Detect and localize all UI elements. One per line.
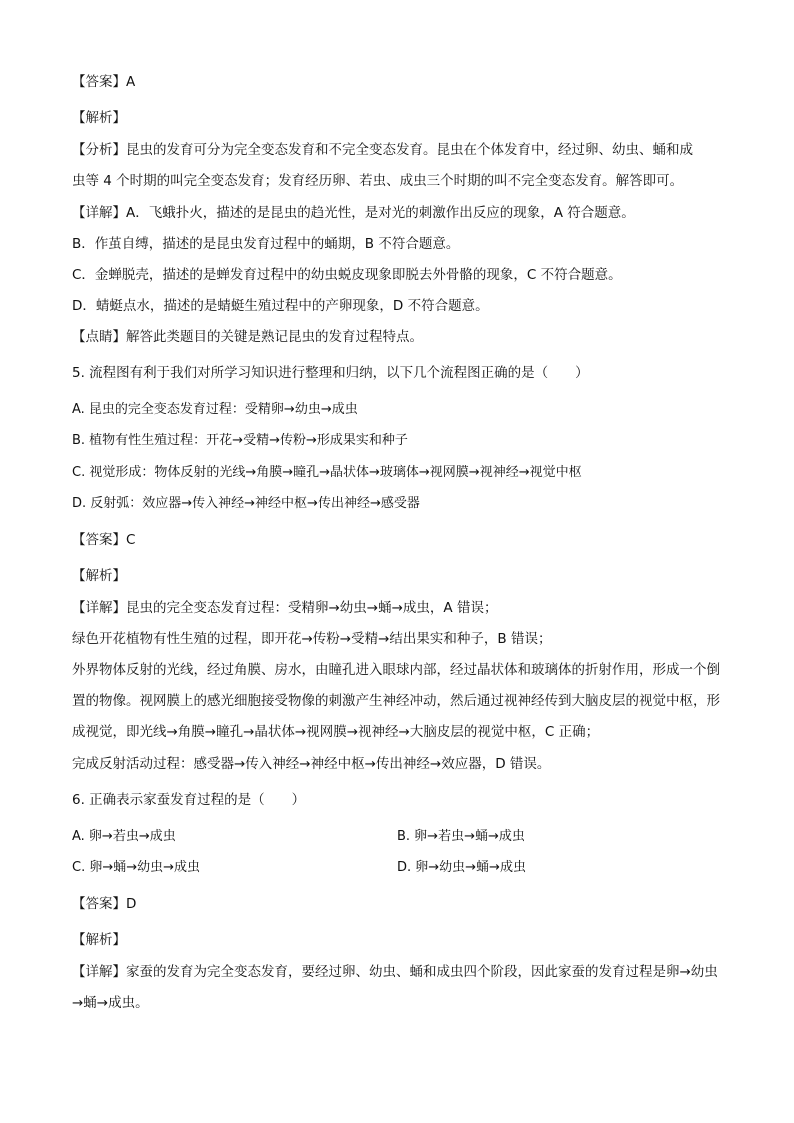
q6-answer: 【答案】D: [72, 896, 137, 912]
q4-analysis-heading: 【解析】: [72, 110, 126, 126]
q5-option-c: C. 视觉形成：物体反射的光线→角膜→瞳孔→晶状体→玻璃体→视网膜→视神经→视觉中枢: [72, 465, 582, 480]
q4-fenxi-line-1: 【分析】昆虫的发育可分为完全变态发育和不完全变态发育。昆虫在个体发育中，经过卵、幼虫、蛹和成: [72, 142, 693, 158]
q6-stem: 6. 正确表示家蚕发育过程的是（ ）: [72, 792, 306, 808]
q5-answer: 【答案】C: [72, 532, 136, 548]
q4-answer: 【答案】A: [72, 74, 136, 90]
q6-option-c: C. 卵→蛹→幼虫→成虫: [72, 860, 201, 875]
q5-detail-1: 【详解】昆虫的完全变态发育过程：受精卵→幼虫→蛹→成虫，A 错误；: [72, 600, 498, 616]
q5-detail-2: 绿色开花植物有性生殖的过程，即开花→传粉→受精→结出果实和种子，B 错误；: [72, 631, 552, 647]
q5-option-d: D. 反射弧：效应器→传入神经→神经中枢→传出神经→感受器: [72, 496, 420, 511]
q4-fenxi-line-2: 虫等 4 个时期的叫完全变态发育；发育经历卵、若虫、成虫三个时期的叫不完全变态发育。解答即可。: [72, 173, 684, 189]
q6-option-b: B. 卵→若虫→蛹→成虫: [397, 829, 525, 844]
q5-detail-4: 完成反射活动过程：感受器→传入神经→神经中枢→传出神经→效应器，D 错误。: [72, 756, 551, 772]
q4-explain-d: D．蜻蜓点水，描述的是蜻蜓生殖过程中的产卵现象，D 不符合题意。: [72, 298, 489, 314]
q5-option-b: B. 植物有性生殖过程：开花→受精→传粉→形成果实和种子: [72, 433, 408, 448]
q4-dianjing: 【点睛】解答此类题目的关键是熟记昆虫的发育过程特点。: [72, 329, 423, 345]
q4-explain-b: B．作茧自缚，描述的是昆虫发育过程中的蛹期，B 不符合题意。: [72, 236, 460, 252]
q5-analysis-heading: 【解析】: [72, 568, 126, 584]
q5-detail-3: 外界物体反射的光线，经过角膜、房水，由瞳孔进入眼球内部，经过晶状体和玻璃体的折射作用，形成一个倒置的物像。视网膜上的感光细胞接受物像的刺激产生神经冲动，然后通过视神经传到大脑皮层的视觉中枢，形成视觉，即光线→角膜→瞳孔→晶状体→视网膜→视神经→大脑皮层的视觉中枢，C 正确；: [72, 662, 720, 740]
q6-option-a: A. 卵→若虫→成虫: [72, 829, 176, 844]
q4-explain-c: C．金蝉脱壳，描述的是蝉发育过程中的幼虫蜕皮现象即脱去外骨骼的现象，C 不符合题意。: [72, 267, 622, 283]
q4-detail: 【详解】A．飞蛾扑火，描述的是昆虫的趋光性，是对光的刺激作出反应的现象，A 符合题意。: [72, 205, 635, 221]
q6-analysis-heading: 【解析】: [72, 932, 126, 948]
q6-detail: 【详解】家蚕的发育为完全变态发育，要经过卵、幼虫、蛹和成虫四个阶段，因此家蚕的发育过程是卵→幼虫→蛹→成虫。: [72, 964, 718, 1011]
q5-stem: 5. 流程图有利于我们对所学习知识进行整理和归纳，以下几个流程图正确的是（ ）: [72, 365, 589, 381]
q6-option-d: D. 卵→幼虫→蛹→成虫: [397, 860, 526, 875]
q5-option-a: A. 昆虫的完全变态发育过程：受精卵→幼虫→成虫: [72, 402, 358, 417]
